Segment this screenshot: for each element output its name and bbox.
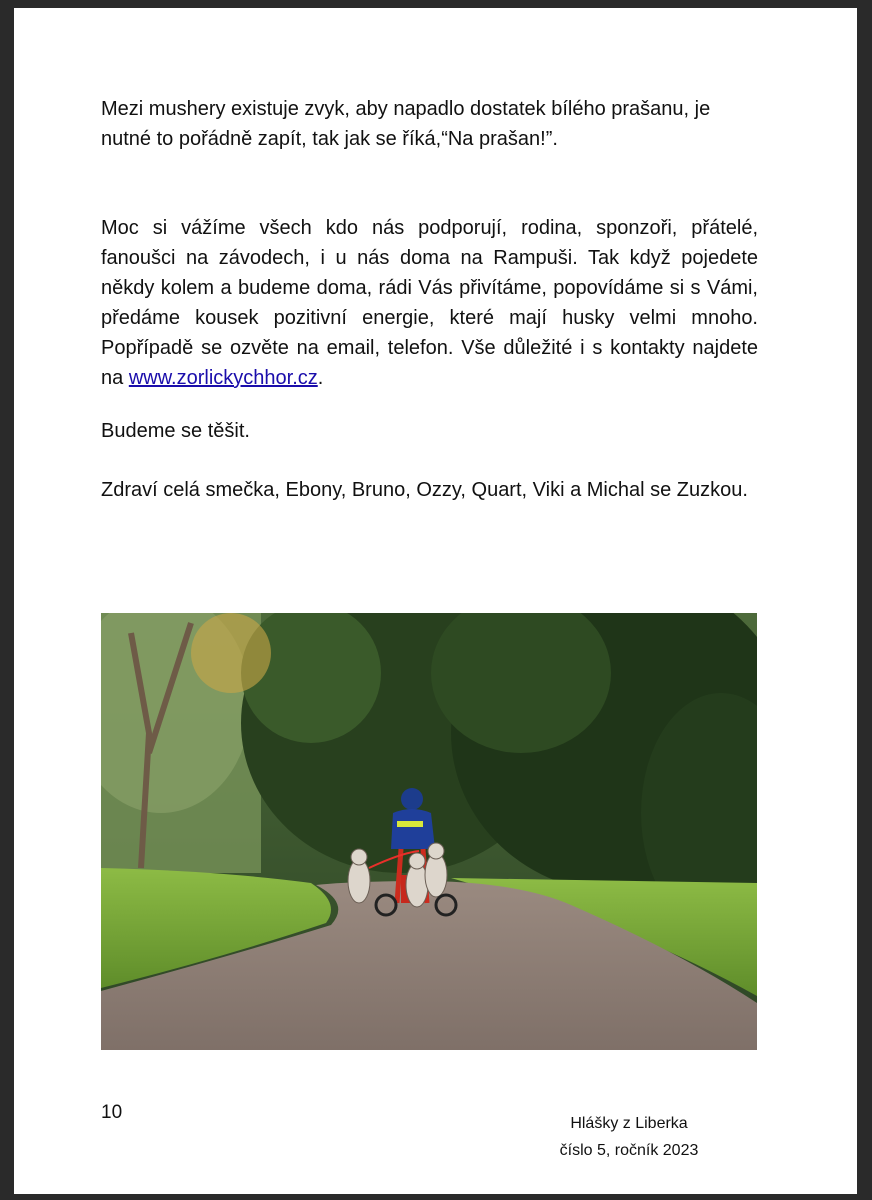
page-number: 10 [101,1102,123,1123]
paragraph-looking-forward: Budeme se těšit. [101,420,250,442]
paragraph-thanks [101,213,758,393]
website-link[interactable]: www.zorlickychhor.cz [128,367,318,389]
footer-publication-title: Hlášky z Liberka [570,1115,688,1132]
dog-sled-photo [101,613,757,1050]
paragraph-thanks-text: Moc si vážíme všech kdo nás podporují, rodina, sponzoři, přátelé, fanoušci na závodech, i u nás doma na Rampuši. Tak když pojedete někdy kolem a budeme doma, rádi Vás přivítáme, popovídáme si s Vámi, předáme kousek pozitivní energie, které mají husky velmi mnoho. Popřípadě se ozvěte na email, telefon. Vše důležité i s kontakty najdete na [101,217,758,389]
footer [529,1110,729,1164]
document-page [14,8,857,1194]
footer-issue-info: číslo 5, ročník 2023 [559,1142,699,1159]
paragraph-toast: Mezi mushery existuje zvyk, aby napadlo dostatek bílého prašanu, je nutné to pořádně zapít, tak jak se říká,“Na prašan!”. [101,98,711,150]
paragraph-greeting: Zdraví celá smečka, Ebony, Bruno, Ozzy, Quart, Viki a Michal se Zuzkou. [101,479,748,501]
paragraph-thanks-end: . [317,367,324,389]
